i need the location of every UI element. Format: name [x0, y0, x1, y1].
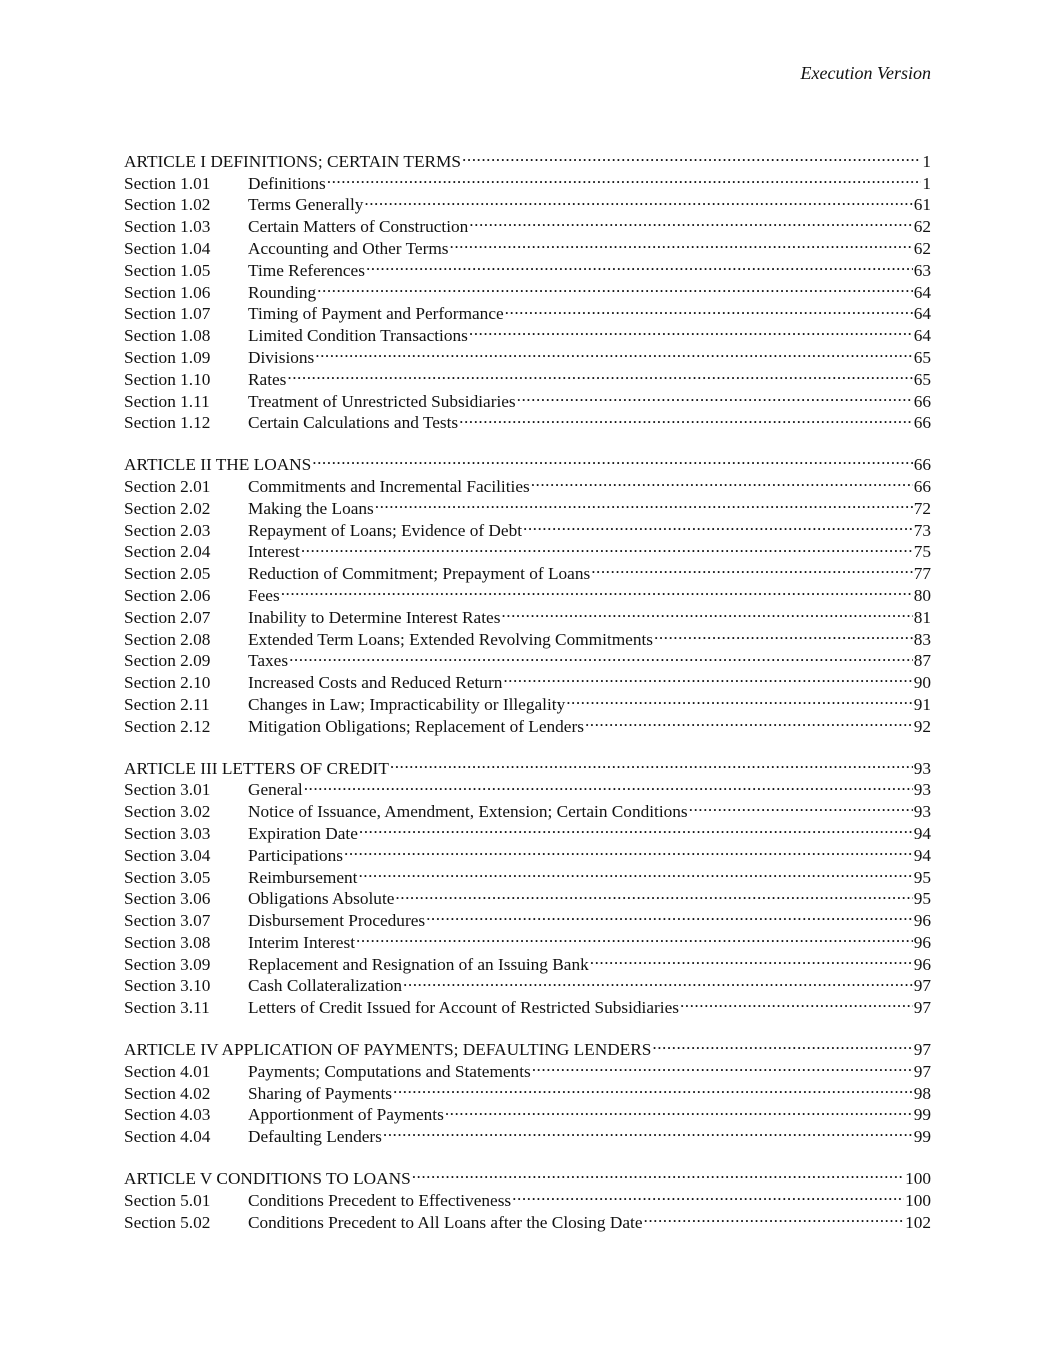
page-number: 90	[913, 673, 931, 693]
page-number: 64	[913, 282, 931, 302]
article-heading: ARTICLE III LETTERS OF CREDIT	[124, 758, 389, 778]
dot-leader	[364, 189, 912, 211]
dot-leader	[359, 817, 913, 839]
section-number: Section 1.01	[124, 173, 211, 193]
section-title: Certain Matters of Construction	[248, 217, 469, 237]
dot-leader	[517, 385, 913, 407]
article-heading: ARTICLE II THE LOANS	[124, 455, 312, 475]
section-number: Section 1.06	[124, 282, 211, 302]
page-number: 73	[913, 520, 931, 540]
dot-leader	[375, 492, 913, 514]
dot-leader	[652, 1033, 912, 1055]
dot-leader	[644, 1206, 905, 1228]
section-number: Section 3.11	[124, 998, 210, 1018]
article-heading: ARTICLE V CONDITIONS TO LOANS	[124, 1169, 411, 1189]
page-number: 65	[913, 347, 931, 367]
page-number: 62	[913, 217, 931, 237]
section-number: Section 3.05	[124, 867, 211, 887]
section-title: Treatment of Unrestricted Subsidiaries	[248, 391, 516, 411]
dot-leader	[503, 666, 912, 688]
section-number: Section 1.04	[124, 238, 211, 258]
section-title: Interim Interest	[248, 932, 356, 952]
dot-leader	[390, 752, 913, 774]
dot-leader	[304, 774, 913, 796]
section-number: Section 2.12	[124, 716, 211, 736]
section-number: Section 1.09	[124, 347, 211, 367]
section-title: Reduction of Commitment; Prepayment of Loans	[248, 564, 591, 584]
page-number: 94	[913, 845, 931, 865]
dot-leader	[312, 448, 912, 470]
dot-leader	[412, 1162, 904, 1184]
section-title: Cash Collateralization	[248, 976, 403, 996]
section-title: Letters of Credit Issued for Account of Restricted Subsidiaries	[248, 998, 679, 1018]
section-number: Section 2.01	[124, 476, 211, 496]
article-heading-row[interactable]	[124, 448, 931, 475]
page-number: 97	[913, 1061, 931, 1081]
section-title: Accounting and Other Terms	[248, 238, 449, 258]
dot-leader	[462, 145, 921, 167]
page-number: 97	[913, 1040, 931, 1060]
page-number: 94	[913, 823, 931, 843]
dot-leader	[532, 1055, 913, 1077]
toc-article-1	[124, 145, 931, 433]
dot-leader	[566, 688, 913, 710]
section-title: Reimbursement	[248, 867, 358, 887]
section-title: Extended Term Loans; Extended Revolving Commitments	[248, 629, 653, 649]
section-number: Section 2.04	[124, 542, 211, 562]
section-title: Making the Loans	[248, 498, 374, 518]
page-number: 66	[913, 455, 931, 475]
dot-leader	[287, 363, 912, 385]
page-number: 66	[913, 413, 931, 433]
page-number: 98	[913, 1083, 931, 1103]
dot-leader	[523, 514, 913, 536]
section-title: Obligations Absolute	[248, 889, 395, 909]
dot-leader	[505, 298, 913, 320]
document-version-label: Execution Version	[800, 63, 931, 83]
section-number: Section 4.01	[124, 1061, 211, 1081]
page-number: 66	[913, 476, 931, 496]
dot-leader	[531, 470, 913, 492]
page-number: 87	[913, 651, 931, 671]
section-number: Section 2.06	[124, 585, 211, 605]
toc-article-2	[124, 448, 931, 736]
section-title: Inability to Determine Interest Rates	[248, 607, 501, 627]
section-title: Time References	[248, 260, 365, 280]
section-title: Terms Generally	[248, 195, 364, 215]
section-number: Section 3.04	[124, 845, 211, 865]
section-number: Section 1.07	[124, 304, 211, 324]
article-heading-row[interactable]	[124, 1033, 931, 1060]
section-number: Section 2.08	[124, 629, 211, 649]
page-number: 93	[913, 758, 931, 778]
section-title: Fees	[248, 585, 280, 605]
dot-leader	[680, 991, 913, 1013]
section-number: Section 2.09	[124, 651, 211, 671]
section-title: Divisions	[248, 347, 315, 367]
page-number: 1	[922, 173, 931, 193]
dot-leader	[450, 232, 913, 254]
dot-leader	[590, 948, 913, 970]
page-number: 72	[913, 498, 931, 518]
article-heading-row[interactable]	[124, 1162, 931, 1189]
section-number: Section 2.02	[124, 498, 211, 518]
article-heading-row[interactable]	[124, 145, 931, 171]
section-number: Section 3.06	[124, 889, 211, 909]
page-number: 96	[913, 932, 931, 952]
page-number: 95	[913, 889, 931, 909]
section-number: Section 2.07	[124, 607, 211, 627]
dot-leader	[591, 557, 913, 579]
dot-leader	[512, 1184, 904, 1206]
page-number: 80	[913, 585, 931, 605]
section-number: Section 1.05	[124, 260, 211, 280]
toc-article-5	[124, 1162, 931, 1232]
section-number: Section 1.08	[124, 326, 211, 346]
section-number: Section 3.09	[124, 954, 211, 974]
dot-leader	[403, 970, 913, 992]
page-number: 64	[913, 304, 931, 324]
toc-article-3	[124, 752, 931, 1018]
page-number: 62	[913, 238, 931, 258]
section-title: Sharing of Payments	[248, 1083, 392, 1103]
section-title: Mitigation Obligations; Replacement of Lenders	[248, 716, 584, 736]
section-title: Replacement and Resignation of an Issuing Bank	[248, 954, 589, 974]
dot-leader	[585, 710, 913, 732]
page-number: 64	[913, 326, 931, 346]
dot-leader	[426, 904, 913, 926]
page-number: 102	[905, 1212, 931, 1232]
dot-leader	[315, 341, 912, 363]
dot-leader	[469, 319, 913, 341]
section-number: Section 3.10	[124, 976, 211, 996]
section-title: General	[248, 780, 303, 800]
page-number: 61	[913, 195, 931, 215]
section-title: Conditions Precedent to Effectiveness	[248, 1190, 512, 1210]
section-number: Section 2.05	[124, 564, 211, 584]
page-number: 96	[913, 954, 931, 974]
toc-article-4	[124, 1033, 931, 1147]
dot-leader	[445, 1099, 913, 1121]
dot-leader	[393, 1077, 913, 1099]
section-title: Interest	[248, 542, 300, 562]
page-number: 83	[913, 629, 931, 649]
dot-leader	[281, 579, 913, 601]
section-title: Increased Costs and Reduced Return	[248, 673, 503, 693]
dot-leader	[654, 623, 913, 645]
section-number: Section 3.07	[124, 911, 211, 931]
page-number: 93	[913, 802, 931, 822]
section-number: Section 4.02	[124, 1083, 211, 1103]
page-number: 91	[913, 694, 931, 714]
dot-leader	[317, 276, 913, 298]
table-of-contents	[124, 145, 931, 1248]
section-title: Participations	[248, 845, 344, 865]
section-number: Section 5.01	[124, 1190, 211, 1210]
page-number: 77	[913, 564, 931, 584]
dot-leader	[327, 167, 922, 189]
page-number: 65	[913, 369, 931, 389]
dot-leader	[356, 926, 913, 948]
section-title: Notice of Issuance, Amendment, Extension; Certain Conditions	[248, 802, 688, 822]
dot-leader	[501, 601, 912, 623]
page-number: 97	[913, 998, 931, 1018]
section-title: Defaulting Lenders	[248, 1127, 382, 1147]
section-title: Commitments and Incremental Facilities	[248, 476, 530, 496]
dot-leader	[358, 861, 912, 883]
page-number: 97	[913, 976, 931, 996]
section-number: Section 1.11	[124, 391, 210, 411]
page-number: 100	[905, 1190, 931, 1210]
section-number: Section 5.02	[124, 1212, 211, 1232]
dot-leader	[289, 645, 913, 667]
section-number: Section 2.03	[124, 520, 211, 540]
page-number: 81	[913, 607, 931, 627]
page-number: 95	[913, 867, 931, 887]
page-number: 1	[922, 151, 931, 171]
page-number: 75	[913, 542, 931, 562]
dot-leader	[366, 254, 913, 276]
section-title: Changes in Law; Impracticability or Illegality	[248, 694, 566, 714]
page-number: 66	[913, 391, 931, 411]
dot-leader	[344, 839, 913, 861]
section-number: Section 2.10	[124, 673, 211, 693]
section-number: Section 1.03	[124, 217, 211, 237]
section-number: Section 3.01	[124, 780, 211, 800]
page-number: 99	[913, 1127, 931, 1147]
article-heading: ARTICLE I DEFINITIONS; CERTAIN TERMS	[124, 151, 462, 171]
section-title: Definitions	[248, 173, 326, 193]
section-title: Expiration Date	[248, 823, 358, 843]
dot-leader	[469, 210, 912, 232]
page-number: 92	[913, 716, 931, 736]
section-title: Rates	[248, 369, 287, 389]
dot-leader	[383, 1120, 913, 1142]
dot-leader	[459, 407, 913, 429]
section-title: Rounding	[248, 282, 317, 302]
section-title: Apportionment of Payments	[248, 1105, 444, 1125]
section-number: Section 4.03	[124, 1105, 211, 1125]
section-title: Limited Condition Transactions	[248, 326, 468, 346]
section-number: Section 1.10	[124, 369, 211, 389]
article-heading: ARTICLE IV APPLICATION OF PAYMENTS; DEFAULTING LENDERS	[124, 1040, 652, 1060]
dot-leader	[301, 536, 913, 558]
section-number: Section 3.02	[124, 802, 211, 822]
section-title: Timing of Payment and Performance	[248, 304, 504, 324]
section-number: Section 4.04	[124, 1127, 211, 1147]
section-title: Disbursement Procedures	[248, 911, 426, 931]
section-number: Section 1.12	[124, 413, 211, 433]
page-number: 63	[913, 260, 931, 280]
dot-leader	[689, 795, 913, 817]
page-number: 100	[905, 1169, 931, 1189]
section-title: Taxes	[248, 651, 289, 671]
section-number: Section 2.11	[124, 694, 210, 714]
section-title: Repayment of Loans; Evidence of Debt	[248, 520, 523, 540]
page-number: 99	[913, 1105, 931, 1125]
section-title: Certain Calculations and Tests	[248, 413, 459, 433]
page-number: 96	[913, 911, 931, 931]
dot-leader	[395, 883, 912, 905]
section-number: Section 3.03	[124, 823, 211, 843]
section-number: Section 3.08	[124, 932, 211, 952]
article-heading-row[interactable]	[124, 752, 931, 778]
section-number: Section 1.02	[124, 195, 211, 215]
page-number: 93	[913, 780, 931, 800]
section-title: Conditions Precedent to All Loans after the Closing Date	[248, 1212, 643, 1232]
section-title: Payments; Computations and Statements	[248, 1061, 531, 1081]
